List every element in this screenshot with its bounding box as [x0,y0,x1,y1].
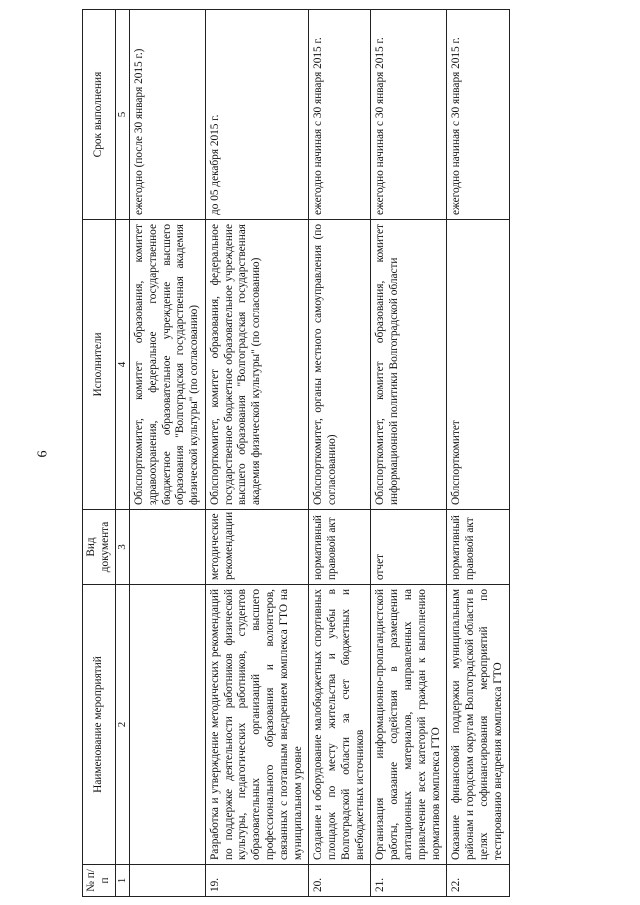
row-deadline: ежегодно начиная с 30 января 2015 г. [371,10,447,220]
row-executors: Облспорткомитет, органы местного самоуправления (по согласованию) [309,220,371,510]
row-deadline: ежегодно начиная с 30 января 2015 г. [447,10,509,220]
row-number: 20. [309,865,371,897]
column-number: 1 [115,865,129,897]
row-name: Разработка и утверждение методических рекомендаций по поддержке деятельности работников физической культуры, педагогических работников, студентов образовательных организаций высшего профессионального образования и волонтеров, связанных с поэтапным внедрением комплекса ГТО на муниципальном уровне [205,585,308,865]
header-deadline: Срок выполнения [83,10,116,220]
row-name [129,585,205,865]
row-doc-type: нормативный правовой акт [309,510,371,585]
row-deadline: ежегодно (после 30 января 2015 г.) [129,10,205,220]
row-doc-type [129,510,205,585]
row-name: Оказание финансовой поддержки муниципальным районам и городским округам Волгоградской области в целях софинансирования мероприятий по тестированию внедрения комплекса ГТО [447,585,509,865]
table-row [129,10,205,897]
column-number: 5 [115,10,129,220]
table-row [205,10,308,897]
header-row [83,10,116,897]
row-number: 22. [447,865,509,897]
measures-table [82,9,510,897]
row-number [129,865,205,897]
column-number-row [115,10,129,897]
row-name: Организация информационно-пропагандистской работы, оказание содействия в размещении агитационных материалов, направленных на привлечение всех категорий граждан к выполнению нормативов комплекса ГТО [371,585,447,865]
row-doc-type: отчет [371,510,447,585]
header-executors: Исполнители [83,220,116,510]
row-doc-type: нормативный правовой акт [447,510,509,585]
row-number: 19. [205,865,308,897]
rotated-table-wrapper [82,10,634,897]
column-number: 4 [115,220,129,510]
row-number: 21. [371,865,447,897]
row-executors: Облспорткомитет, комитет образования, комитет здравоохранения, федеральное государственное бюджетное образовательное учреждение высшего образования "Волгоградская государственная академия физической культуры" (по согласованию) [129,220,205,510]
row-deadline: ежегодно начиная с 30 января 2015 г. [309,10,371,220]
row-name: Создание и оборудование малобюджетных спортивных площадок по месту жительства и учебы в Волгоградской области за счет бюджетных и внебюджетных источников [309,585,371,865]
row-doc-type: методические рекомендации [205,510,308,585]
table-row [447,10,509,897]
header-doc-type: Вид документа [83,510,116,585]
row-executors: Облспорткомитет [447,220,509,510]
table-row [309,10,371,897]
row-executors: Облспорткомитет, комитет образования, федеральное государственное бюджетное образовательное учреждение высшего образования "Волгоградская государственная академия физической культуры" (по согласованию) [205,220,308,510]
column-number: 3 [115,510,129,585]
column-number: 2 [115,585,129,865]
header-name: Наименование мероприятий [83,585,116,865]
table-row [371,10,447,897]
page-number: 6 [35,450,51,458]
header-num: № п/п [83,865,116,897]
row-deadline: до 05 декабря 2015 г. [205,10,308,220]
row-executors: Облспорткомитет, комитет образования, комитет информационной политики Волгоградской области [371,220,447,510]
